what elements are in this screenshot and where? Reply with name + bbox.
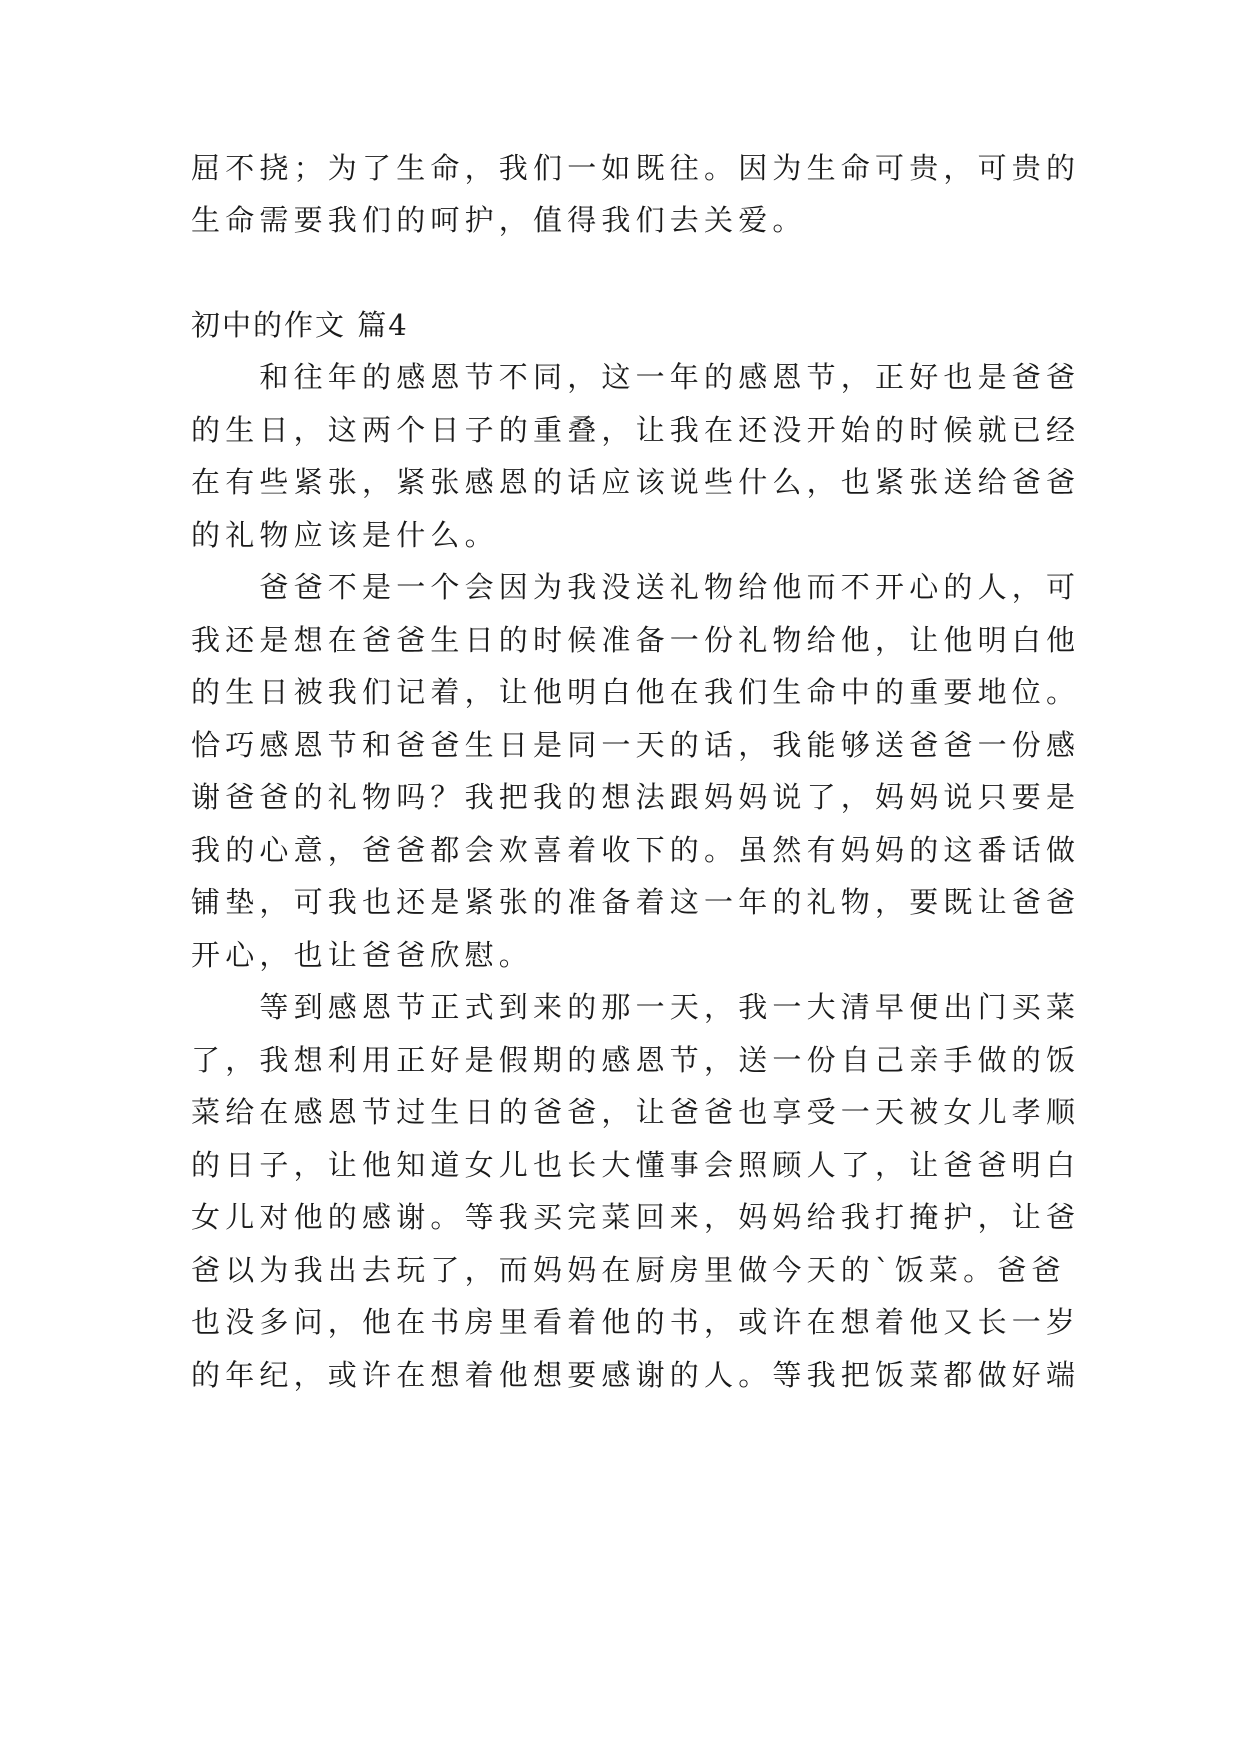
text-line: 的年纪，或许在想着他想要感谢的人。等我把饭菜都做好端 [191,1358,1081,1392]
text-line: 我还是想在爸爸生日的时候准备一份礼物给他，让他明白他 [191,623,1081,657]
text-line: 的生日被我们记着，让他明白他在我们生命中的重要地位。 [191,675,1081,709]
section-heading: 初中的作文 篇4 [191,308,409,342]
text-line: 菜给在感恩节过生日的爸爸，让爸爸也享受一天被女儿孝顺 [191,1095,1081,1129]
text-line: 和往年的感恩节不同，这一年的感恩节，正好也是爸爸 [191,360,1081,394]
text-line: 生命需要我们的呵护，值得我们去关爱。 [191,203,807,237]
text-line: 爸以为我出去玩了，而妈妈在厨房里做今天的`饭菜。爸爸 [191,1253,1066,1287]
text-line: 恰巧感恩节和爸爸生日是同一天的话，我能够送爸爸一份感 [191,728,1081,762]
text-line: 爸爸不是一个会因为我没送礼物给他而不开心的人，可 [191,570,1081,604]
text-line: 铺垫，可我也还是紧张的准备着这一年的礼物，要既让爸爸 [191,885,1081,919]
text-line: 的日子，让他知道女儿也长大懂事会照顾人了，让爸爸明白 [191,1148,1081,1182]
text-line: 等到感恩节正式到来的那一天，我一大清早便出门买菜 [191,990,1081,1024]
text-line: 我的心意，爸爸都会欢喜着收下的。虽然有妈妈的这番话做 [191,833,1081,867]
text-line: 女儿对他的感谢。等我买完菜回来，妈妈给我打掩护，让爸 [191,1200,1081,1234]
text-line: 也没多问，他在书房里看着他的书，或许在想着他又长一岁 [191,1305,1081,1339]
text-line: 谢爸爸的礼物吗？我把我的想法跟妈妈说了，妈妈说只要是 [191,780,1081,814]
text-line: 屈不挠；为了生命，我们一如既往。因为生命可贵，可贵的 [191,151,1081,185]
text-line: 在有些紧张，紧张感恩的话应该说些什么，也紧张送给爸爸 [191,465,1081,499]
text-line: 了，我想利用正好是假期的感恩节，送一份自己亲手做的饭 [191,1043,1081,1077]
text-line: 开心，也让爸爸欣慰。 [191,938,534,972]
text-line: 的生日，这两个日子的重叠，让我在还没开始的时候就已经 [191,413,1081,447]
text-line: 的礼物应该是什么。 [191,518,499,552]
